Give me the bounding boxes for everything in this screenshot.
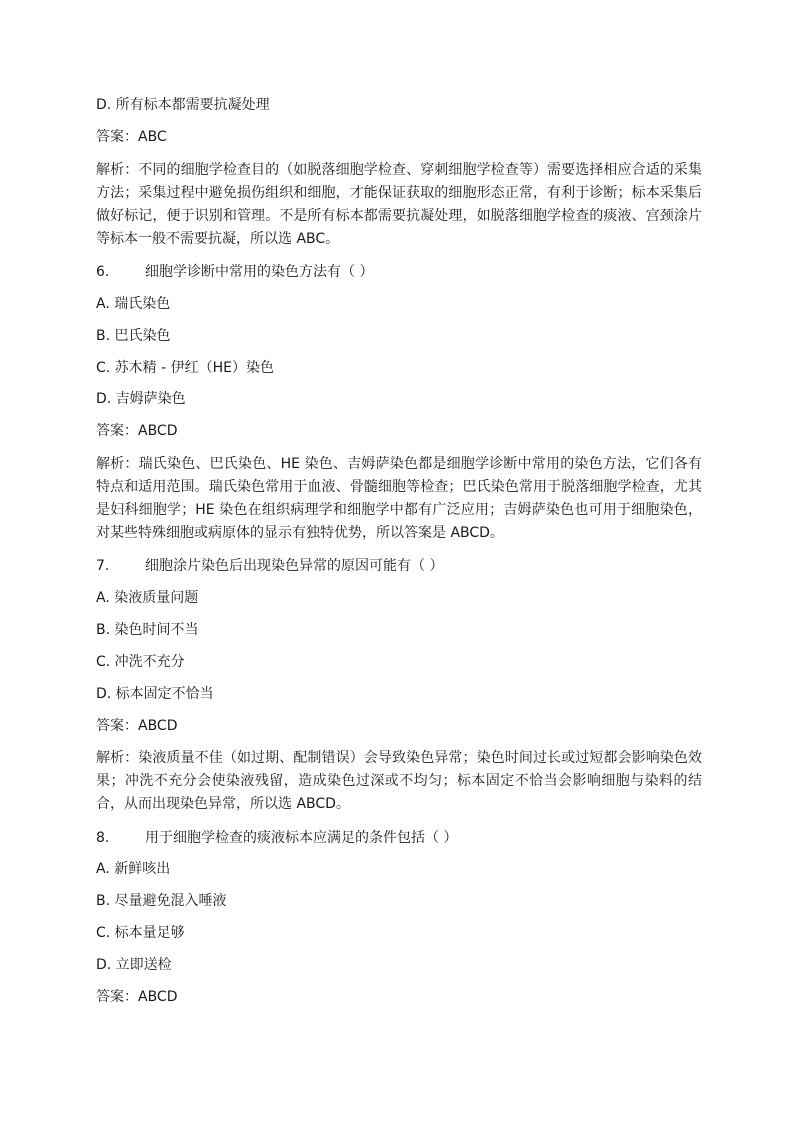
q7-analysis: 解析：染液质量不佳（如过期、配制错误）会导致染色异常；染色时间过长或过短都会影响染色效果；冲洗不充分会使染液残留，造成染色过深或不均匀；标本固定不恰当会影响细胞与染料的结合，从而出现染色异常，所以选 ABCD。 <box>96 750 702 812</box>
q7-option-c: C. 冲洗不充分 <box>96 654 185 670</box>
q7-stem-line <box>96 556 443 576</box>
q8-option-d: D. 立即送检 <box>96 957 172 973</box>
q5-option-d: D. 所有标本都需要抗凝处理 <box>96 97 270 113</box>
q8-number: 8. <box>96 830 110 846</box>
q8-option-c: C. 标本量足够 <box>96 925 185 941</box>
q7-stem: 细胞涂片染色后出现染色异常的原因可能有（ ） <box>145 558 444 574</box>
q6-stem-line <box>96 262 373 282</box>
q8-stem: 用于细胞学检查的痰液标本应满足的条件包括（ ） <box>145 830 458 846</box>
q8-option-b: B. 尽量避免混入唾液 <box>96 893 227 909</box>
q5-analysis: 解析：不同的细胞学检查目的（如脱落细胞学检查、穿刺细胞学检查等）需要选择相应合适的采集方法；采集过程中避免损伤组织和细胞，才能保证获取的细胞形态正常，有利于诊断；标本采集后做好标记，便于识别和管理。不是所有标本都需要抗凝处理，如脱落细胞学检查的痰液、宫颈涂片等标本一般不需要抗凝，所以选 ABC。 <box>96 162 702 247</box>
q6-option-a: A. 瑞氏染色 <box>96 296 171 312</box>
q7-answer: 答案：ABCD <box>96 718 178 734</box>
q6-number: 6. <box>96 264 110 280</box>
q6-stem: 细胞学诊断中常用的染色方法有（ ） <box>145 264 374 280</box>
q5-answer: 答案：ABC <box>96 129 167 145</box>
q8-stem-line <box>96 828 457 848</box>
q6-option-b: B. 巴氏染色 <box>96 328 171 344</box>
q8-answer: 答案：ABCD <box>96 989 178 1005</box>
q7-option-a: A. 染液质量问题 <box>96 590 199 606</box>
q6-answer: 答案：ABCD <box>96 423 178 439</box>
q6-analysis: 解析：瑞氏染色、巴氏染色、HE 染色、吉姆萨染色都是细胞学诊断中常用的染色方法，它们各有特点和适用范围。瑞氏染色常用于血液、骨髓细胞等检查；巴氏染色常用于脱落细胞学检查，尤其是妇科细胞学；HE 染色在组织病理学和细胞学中都有广泛应用；吉姆萨染色也可用于细胞染色，对某些特殊细胞或病原体的显示有独特优势，所以答案是 ABCD。 <box>96 456 702 541</box>
q7-number: 7. <box>96 558 110 574</box>
q7-option-b: B. 染色时间不当 <box>96 622 199 638</box>
q8-option-a: A. 新鲜咳出 <box>96 861 171 877</box>
q7-option-d: D. 标本固定不恰当 <box>96 686 214 702</box>
q6-option-d: D. 吉姆萨染色 <box>96 391 186 407</box>
q6-option-c: C. 苏木精 - 伊红（HE）染色 <box>96 360 275 376</box>
